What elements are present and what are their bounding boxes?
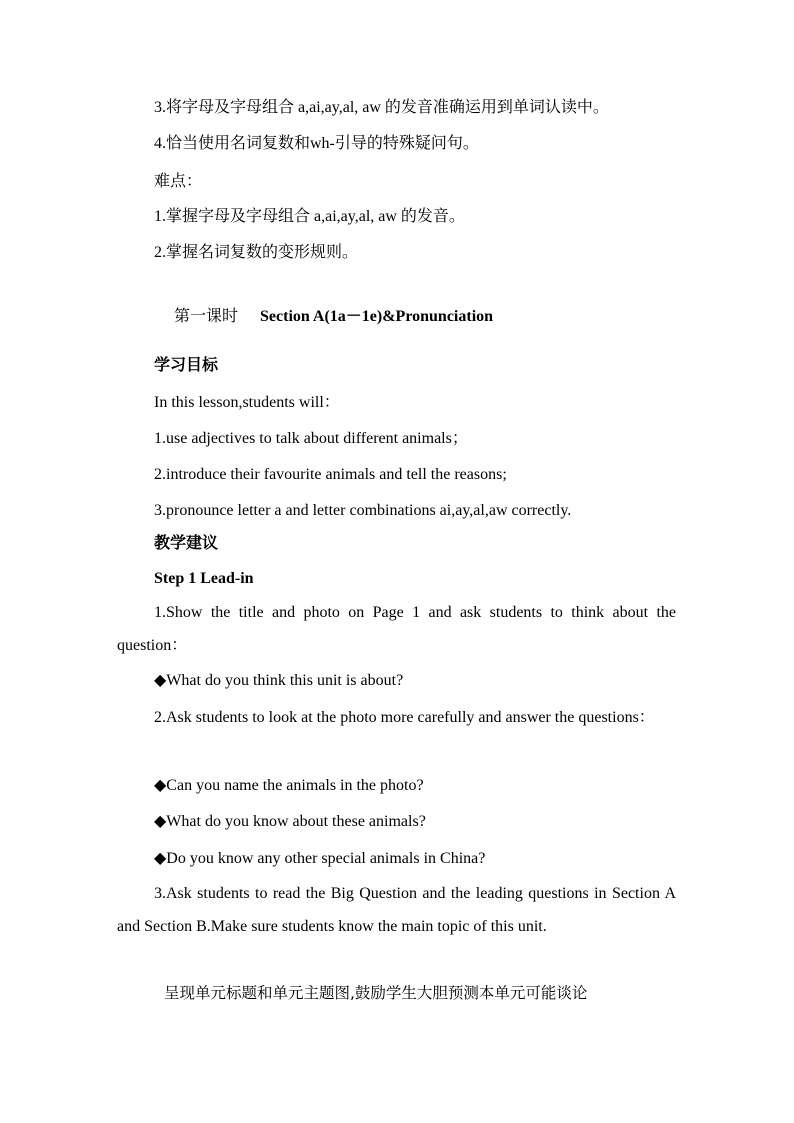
- difficulty-item-4: 4.恰当使用名词复数和wh-引导的特殊疑问句。: [154, 135, 479, 152]
- suggestions-heading: 教学建议: [154, 535, 219, 552]
- objective-item-2: 2.introduce their favourite animals and tell the reasons;: [154, 466, 507, 483]
- paragraph-1-text: 1.Show the title and photo on Page 1 and ask students to think about the question：: [117, 604, 676, 654]
- lesson-title-line: [174, 306, 493, 328]
- paragraph-1: [117, 596, 676, 662]
- lesson-section-title: Section A(1a－1e)&Pronunciation: [260, 308, 494, 325]
- objective-item-1: 1.use adjectives to talk about different animals；: [154, 430, 468, 447]
- paragraph-3: [117, 877, 676, 943]
- question-2c: ◆Do you know any other special animals in China?: [154, 850, 486, 867]
- difficulty-point-1: 1.掌握字母及字母组合 a,ai,ay,al, aw 的发音。: [154, 208, 465, 225]
- step1-title: Step 1 Lead-in: [154, 570, 254, 587]
- objectives-heading: 学习目标: [154, 357, 219, 374]
- question-1: ◆What do you think this unit is about?: [154, 672, 404, 689]
- question-2a: ◆Can you name the animals in the photo?: [154, 777, 424, 794]
- lesson-label: 第一课时: [174, 308, 239, 325]
- objective-item-3: 3.pronounce letter a and letter combinations ai,ay,al,aw correctly.: [154, 502, 572, 519]
- objectives-intro: In this lesson,students will：: [154, 394, 340, 411]
- difficulties-heading: 难点：: [154, 173, 203, 190]
- paragraph-3-text: 3.Ask students to read the Big Question and the leading questions in Section A and Section B.Make sure students know the main topic of this unit.: [117, 885, 676, 935]
- difficulty-item-3: 3.将字母及字母组合 a,ai,ay,al, aw 的发音准确运用到单词认读中。: [154, 99, 609, 116]
- difficulty-point-2: 2.掌握名词复数的变形规则。: [154, 244, 359, 261]
- paragraph-2: [117, 701, 676, 734]
- chinese-note: 呈现单元标题和单元主题图,鼓励学生大胆预测本单元可能谈论: [164, 984, 588, 1002]
- question-2b: ◆What do you know about these animals?: [154, 813, 426, 830]
- paragraph-2-text: 2.Ask students to look at the photo more carefully and answer the questions：: [154, 709, 655, 726]
